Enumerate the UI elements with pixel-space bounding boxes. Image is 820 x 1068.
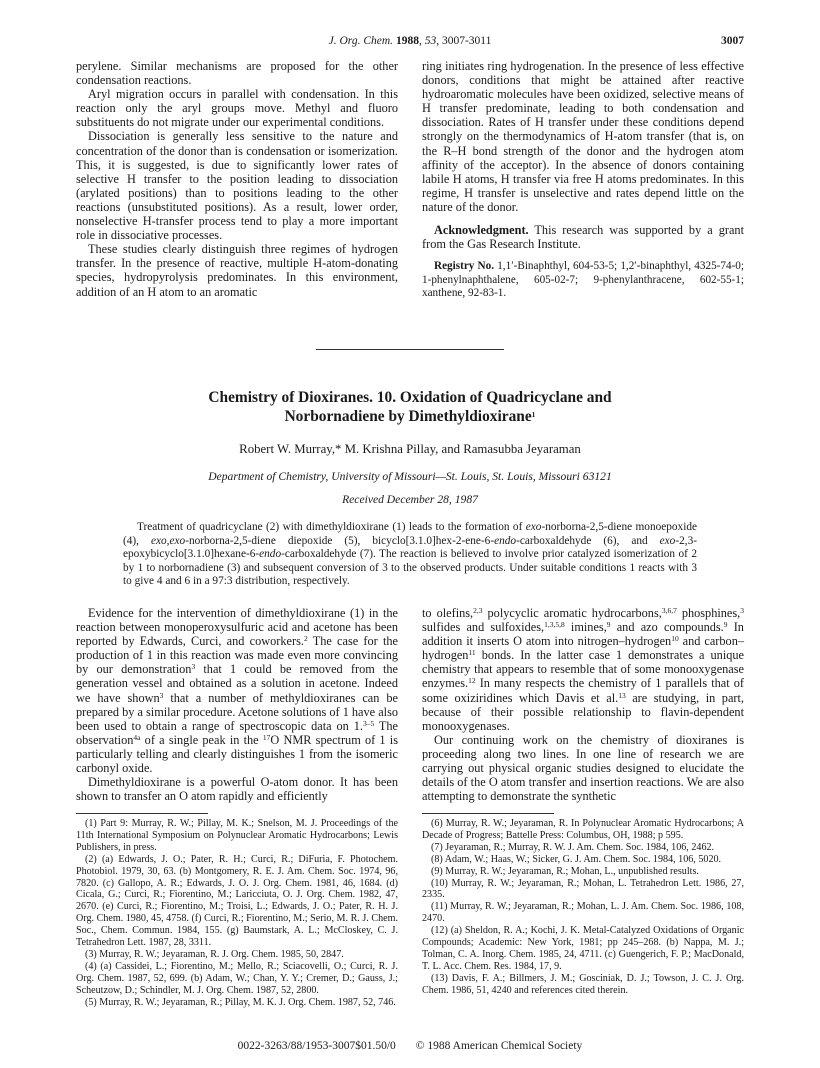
- article-title: [130, 388, 690, 426]
- citation: 9: [723, 620, 728, 630]
- abstract-italic: exo: [659, 534, 676, 547]
- article-code: 0022-3263/88/1953-3007$01.50/0: [237, 1040, 396, 1052]
- body-paragraph: [422, 606, 744, 733]
- copyright: © 1988 American Chemical Society: [415, 1040, 583, 1052]
- body-paragraph: Our continuing work on the chemistry of dioxiranes is proceeding along two lines. In one line of research we are carrying out physical organic studies designed to elucidate the details of the O atom transfer and insertion reactions. We are also attempting to demonstrate the synthetic: [422, 732, 744, 804]
- abstract-italic: exo,exo: [151, 534, 186, 547]
- footnote-rule-right: [422, 813, 554, 814]
- body-text: are studying, in part, because of their possible relationship to flavin-dependent monooxygenases.: [422, 690, 745, 733]
- footnote-rule-left: [76, 813, 208, 814]
- body-text: In many respects the chemistry of 1 parallels that of some oxiziridines which Davis et al.: [422, 676, 744, 705]
- footnote: (1) Part 9: Murray, R. W.; Pillay, M. K.; Snelson, M. J. Proceedings of the 11th International Symposium on Polynuclear Aromatic Hydrocarbons; Lewis Publishers, in press.: [76, 818, 398, 853]
- abstract-italic: endo: [259, 548, 282, 561]
- body-text: polycyclic aromatic hydrocarbons,: [482, 606, 662, 620]
- body-text: The observation: [76, 718, 398, 747]
- prev-article-left-column: [76, 59, 398, 299]
- body-text: of a single peak in the: [140, 732, 263, 747]
- abstract-text: -carboxaldehyde (6), and: [516, 534, 660, 547]
- acknowledgment-text: This research was supported by a grant from the Gas Research Institute.: [422, 223, 744, 252]
- body-text: that 1 could be removed from the generation vessel and obtained as a solution in acetone. Indeed we have shown: [76, 662, 398, 705]
- citation: 11: [468, 648, 476, 658]
- citation: 3,6,7: [661, 606, 677, 615]
- abstract-text: -carboxaldehyde (7). The reaction is believed to involve prior catalyzed isomerization of 2 by 1 to norbornadiene (3) and subsequent conversion of 3 to the observed products. Under suitable conditions 1 reacts with 3 to give 4 and 6 in a 97:3 distribution, respectively.: [123, 548, 697, 588]
- citation: 13: [618, 690, 626, 700]
- body-right-column: [422, 606, 744, 803]
- acknowledgment-label: Acknowledgment.: [434, 223, 529, 238]
- journal-name: J. Org. Chem.: [328, 35, 394, 47]
- citation: 2,3: [473, 606, 483, 615]
- body-text: The case for the production of 1 in this reaction was made even more convincing by our demonstration: [76, 634, 398, 677]
- abstract-italic: exo: [525, 521, 542, 533]
- page-number: 3007: [721, 35, 744, 47]
- body-paragraph: Dimethyldioxirane is a powerful O-atom donor. It has been shown to transfer an O atom rapidly and efficiently: [76, 775, 398, 804]
- footnote: (12) (a) Sheldon, R. A.; Kochi, J. K. Metal-Catalyzed Oxidations of Organic Compounds; Academic: New York, 1981; pp 245–268. (b) Nappa, M. J.; Tolman, C. A. Inorg. Chem. 1985, 24, 4711. (c) Guengerich, F. P.; MacDonald, T. L. Acc. Chem. Res. 1984, 17, 9.: [422, 925, 744, 972]
- prev-paragraph: These studies clearly distinguish three regimes of hydrogen transfer. In the presence of reactive, multiple H-atom-donating species, hydropyrolysis predominates. In this environment, addition of an H atom to an aromatic: [76, 242, 398, 299]
- abstract-text: -norborna-2,5-diene diepoxide (5), bicyclo[3.1.0]hex-2-ene-6-: [185, 534, 495, 547]
- title-line-1: Chemistry of Dioxiranes. 10. Oxidation of Quadricyclane and: [208, 389, 612, 406]
- footnotes-right: [422, 818, 744, 997]
- body-text: that a number of methyldioxiranes can be prepared by a similar procedure. Acetone solutions of 1 have also been used to obtain a range of spectroscopic data on 1.: [76, 690, 399, 733]
- article-separator-rule: [316, 349, 504, 350]
- abstract-text: -2,3-epoxybicyclo[3.1.0]hexane-6-: [123, 534, 697, 561]
- body-paragraph: [76, 606, 398, 775]
- citation: 9: [606, 620, 611, 630]
- body-text: phosphines,: [676, 606, 741, 620]
- prev-paragraph: Aryl migration occurs in parallel with condensation. In this reaction only the aryl groups move. Methyl and fluoro substituents do not migrate under our experimental conditions.: [76, 87, 398, 130]
- prev-paragraph: perylene. Similar mechanisms are proposed for the other condensation reactions.: [76, 59, 398, 88]
- received-date: Received December 28, 1987: [342, 493, 478, 506]
- journal-pages: 3007-3011: [441, 35, 492, 47]
- footnote: (3) Murray, R. W.; Jeyaraman, R. J. Org. Chem. 1985, 50, 2847.: [85, 948, 344, 960]
- citation: 3: [740, 606, 744, 615]
- prev-paragraph: Dissociation is generally less sensitive to the nature and concentration of the donor than is condensation or isomerization. This, it is suggested, is due to significantly lower rates of selective H transfer to the position leading to dissociation (arylated positions) than to positions leading to the other reactions (unsubstituted positions). As a result, lower order, nonselective H-transfer process tend to play a more important role in dissociative processes.: [76, 129, 398, 243]
- footnote: (9) Murray, R. W.; Jeyaraman, R.; Mohan, L., unpublished results.: [431, 865, 699, 877]
- isotope-superscript: 17: [262, 732, 271, 742]
- citation: 3: [159, 690, 164, 700]
- citation: 3–5: [362, 718, 375, 728]
- citation: 12: [468, 676, 476, 686]
- affiliation: Department of Chemistry, University of Missouri—St. Louis, St. Louis, Missouri 63121: [208, 470, 612, 483]
- body-left-column: [76, 606, 398, 803]
- running-head: J. Org. Chem. 1988, 53, 3007-3011 3007: [328, 35, 744, 47]
- footnote: (13) Davis, F. A.; Billmers, J. M.; Gosciniak, D. J.; Towson, J. C. J. Org. Chem. 1986, 51, 4240 and references cited therein.: [422, 972, 744, 996]
- registry-text: 1,1′-Binaphthyl, 604-53-5; 1,2′-binaphthyl, 4325-74-0; 1-phenylnaphthalene, 605-02-7; 9-phenylanthracene, 602-55-1; xanthene, 92-83-1.: [422, 260, 745, 300]
- title-line-2: Norbornadiene by Dimethyldioxirane: [284, 408, 532, 425]
- citation: 2: [303, 634, 308, 644]
- citation: 4a: [133, 732, 141, 742]
- footnote: (5) Murray, R. W.; Jeyaraman, R.; Pillay, M. K. J. Org. Chem. 1987, 52, 746.: [85, 996, 396, 1008]
- registry-numbers: [422, 260, 744, 300]
- body-text: Evidence for the intervention of dimethyldioxirane (1) in the reaction between monoperoxysulfuric acid and acetone has been reported by Edwards, Curci, and coworkers.: [76, 606, 398, 649]
- abstract-text: Treatment of quadricyclane (2) with dimethyldioxirane (1) leads to the formation of: [137, 521, 526, 533]
- body-text: and carbon–hydrogen: [422, 634, 744, 663]
- abstract-text: -norborna-2,5-diene monoepoxide (4),: [123, 521, 698, 547]
- registry-label: Registry No.: [434, 260, 495, 273]
- body-text: In addition it inserts O atom into nitrogen–hydrogen: [422, 620, 744, 649]
- abstract: [123, 521, 697, 589]
- footnotes-left: [76, 818, 398, 1009]
- footnote: (4) (a) Cassidei, L.; Fiorentino, M.; Mello, R.; Sciacovelli, O.; Curci, R. J. Org. Chem. 1987, 52, 699. (b) Adam, W.; Chan, Y. Y.; Cremer, D.; Gauss, J.; Scheutzow, D.; Schindler, M. J. Org. Chem. 1987, 52, 2800.: [76, 960, 398, 996]
- body-text: bonds. In the latter case 1 demonstrates a unique chemistry that appears to resemble that of some monooxygenase enzymes.: [422, 648, 744, 691]
- footnote: (2) (a) Edwards, J. O.; Pater, R. H.; Curci, R.; DiFuria, F. Photochem. Photobiol. 1979, 30, 63. (b) Montgomery, R. E. J. Am. Chem. Soc. 1974, 96, 7820. (c) Gallopo, A. R.; Edwards, J. O. J. Org. Chem. 1981, 46, 1684. (d) Cicala, G.; Curci, R.; Fiorentino, M.; Laricciuta, O. J. Org. Chem. 1982, 47, 2670. (e) Curci, R.; Fiorentino, M.; Troisi, L.; Edwards, J. O.; Pater, R. H. J. Org. Chem. 1980, 45, 4758. (f) Curci, R.; Fiorentino, M.; Serio, M. R. J. Chem. Soc., Chem. Commun. 1984, 155. (g) Baumstark, A. L.; McCloskey, C. J. Tetrahedron Lett. 1987, 28, 3311.: [76, 853, 398, 949]
- prev-paragraph: ring initiates ring hydrogenation. In the presence of less effective donors, conditions that might be attained after reactive hydroaromatic molecules have been oxidized, selective means of H transfer predominate, leading to both condensation and dissociation. Rates of H transfer under these conditions depend strongly on the thermodynamics of H-atom transfer (that is, on the R–H bond strength of the donor and the hydrogen atom affinity of the acceptor). In the absence of donors containing labile H atoms, H transfer via free H atoms predominates. In this regime, H transfer is unselective and rates depend little on the nature of the donor.: [422, 59, 744, 214]
- title-reference: 1: [531, 410, 536, 419]
- acknowledgment: [422, 223, 744, 251]
- authors: Robert W. Murray,* M. Krishna Pillay, and Ramasubba Jeyaraman: [239, 442, 581, 456]
- citation: 10: [671, 634, 679, 644]
- prev-article-right-column: [422, 59, 744, 300]
- footnote: (7) Jeyaraman, R.; Murray, R. W. J. Am. Chem. Soc. 1984, 106, 2462.: [431, 841, 715, 853]
- citation: 1,3,5,8: [544, 620, 565, 630]
- footnote: (6) Murray, R. W.; Jeyaraman, R. In Polynuclear Aromatic Hydrocarbons; A Decade of Progress; Battelle Press: Columbus, OH, 1988; p 595.: [422, 818, 744, 841]
- journal-volume: 53: [424, 35, 437, 47]
- citation: 3: [191, 662, 196, 672]
- journal-year: 1988: [395, 35, 419, 47]
- footnote: (10) Murray, R. W.; Jeyaraman, R.; Mohan, L. Tetrahedron Lett. 1986, 27, 2335.: [422, 877, 744, 901]
- abstract-italic: endo: [494, 534, 517, 547]
- body-text: sulfides and sulfoxides,: [422, 620, 545, 635]
- page-footer: [76, 1039, 744, 1054]
- body-text: imines,: [564, 620, 607, 635]
- body-text: to olefins,: [422, 606, 474, 620]
- footnote: (11) Murray, R. W.; Jeyaraman, R.; Mohan, L. J. Am. Chem. Soc. 1986, 108, 2470.: [422, 901, 744, 925]
- body-text: O NMR spectrum of 1 is particularly telling and clearly distinguishes 1 from the isomeric carbonyl oxide.: [76, 732, 398, 776]
- body-text: and azo compounds.: [610, 620, 724, 635]
- footnote: (8) Adam, W.; Haas, W.; Sicker, G. J. Am. Chem. Soc. 1984, 106, 5020.: [431, 853, 722, 865]
